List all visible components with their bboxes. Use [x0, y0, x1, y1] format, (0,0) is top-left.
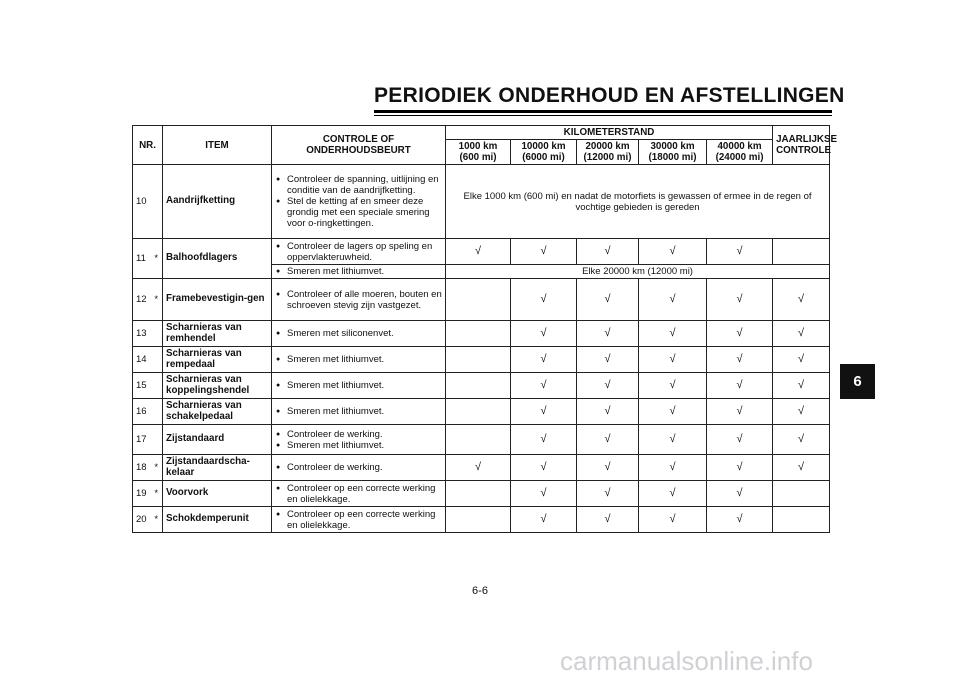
check-cell: √ [707, 425, 773, 455]
check-cell: √ [511, 481, 577, 507]
row-star [151, 347, 163, 373]
check-cell: √ [577, 279, 639, 321]
table-row [133, 165, 830, 239]
check-cell [773, 507, 830, 533]
row-actions [272, 279, 446, 321]
chapter-tab: 6 [840, 364, 875, 399]
check-cell: √ [577, 507, 639, 533]
check-cell: √ [707, 239, 773, 265]
header-km-col [446, 140, 511, 165]
table-row [133, 373, 830, 399]
row-star: * [151, 279, 163, 321]
table-row [133, 279, 830, 321]
watermark: carmanualsonline.info [560, 646, 813, 676]
check-cell: √ [639, 347, 707, 373]
check-cell: √ [511, 239, 577, 265]
action-item: ● Controleer de werking. [275, 462, 442, 473]
check-cell: √ [707, 507, 773, 533]
check-cell: √ [511, 425, 577, 455]
table-row [133, 347, 830, 373]
row-number: 13 [133, 321, 151, 347]
check-cell: √ [773, 373, 830, 399]
row-star: * [151, 455, 163, 481]
km-value: 20000 km [585, 141, 630, 152]
km-value: 10000 km [521, 141, 566, 152]
check-cell: √ [707, 373, 773, 399]
row-star [151, 321, 163, 347]
row-actions [272, 265, 446, 279]
header-km-col [707, 140, 773, 165]
km-value: 30000 km [650, 141, 695, 152]
check-cell: √ [707, 347, 773, 373]
check-cell: √ [773, 279, 830, 321]
row-item: Aandrijfketting [163, 165, 272, 239]
km-value: 1000 km [458, 141, 498, 152]
check-cell: √ [511, 399, 577, 425]
check-cell: √ [639, 481, 707, 507]
action-item: ● Controleer de werking. [275, 429, 442, 440]
row-star [151, 165, 163, 239]
check-cell: √ [577, 347, 639, 373]
title-underline [374, 110, 832, 113]
check-cell: √ [577, 239, 639, 265]
check-cell: √ [773, 399, 830, 425]
action-item: ● Controleer op een correcte werking en olielekkage. [275, 509, 442, 531]
row-actions [272, 507, 446, 533]
page-title: PERIODIEK ONDERHOUD EN AFSTELLINGEN [374, 84, 845, 107]
check-cell: √ [773, 321, 830, 347]
mi-value: (18000 mi) [648, 152, 697, 163]
row-number: 16 [133, 399, 151, 425]
row-item: Framebevestigin-gen [163, 279, 272, 321]
action-item: ● Controleer de lagers op speling en oppervlakteruwheid. [275, 241, 442, 263]
row-actions [272, 165, 446, 239]
interval-note: Elke 20000 km (12000 mi) [446, 265, 830, 279]
row-number: 11 [133, 239, 151, 279]
check-cell: √ [639, 373, 707, 399]
check-cell: √ [707, 481, 773, 507]
row-item: Scharnieras van rempedaal [163, 347, 272, 373]
check-cell: √ [639, 321, 707, 347]
table-row [133, 321, 830, 347]
check-cell: √ [577, 373, 639, 399]
row-item: Schokdemperunit [163, 507, 272, 533]
row-number: 14 [133, 347, 151, 373]
row-item: Zijstandaard [163, 425, 272, 455]
check-cell: √ [511, 455, 577, 481]
check-cell [446, 347, 511, 373]
check-cell: √ [707, 455, 773, 481]
header-row [133, 126, 830, 140]
row-number: 15 [133, 373, 151, 399]
check-cell: √ [773, 347, 830, 373]
header-item: ITEM [163, 126, 272, 165]
check-cell [446, 373, 511, 399]
check-cell [773, 481, 830, 507]
table-row [133, 507, 830, 533]
row-actions [272, 455, 446, 481]
row-star [151, 425, 163, 455]
check-cell: √ [511, 507, 577, 533]
check-cell: √ [639, 425, 707, 455]
check-cell [446, 399, 511, 425]
mi-value: (6000 mi) [522, 152, 565, 163]
row-actions [272, 239, 446, 265]
check-cell: √ [577, 455, 639, 481]
check-cell: √ [773, 425, 830, 455]
row-number: 10 [133, 165, 151, 239]
check-cell: √ [773, 455, 830, 481]
check-cell: √ [511, 279, 577, 321]
check-cell: √ [707, 399, 773, 425]
maintenance-table [132, 125, 838, 533]
check-cell: √ [446, 455, 511, 481]
table-row [133, 455, 830, 481]
check-cell [446, 507, 511, 533]
check-cell: √ [639, 455, 707, 481]
row-number: 19 [133, 481, 151, 507]
row-actions [272, 481, 446, 507]
check-cell: √ [577, 481, 639, 507]
row-actions [272, 347, 446, 373]
row-star [151, 399, 163, 425]
check-cell: √ [707, 321, 773, 347]
check-cell: √ [511, 321, 577, 347]
row-number: 20 [133, 507, 151, 533]
action-item: ● Controleer op een correcte werking en olielekkage. [275, 483, 442, 505]
row-actions [272, 425, 446, 455]
table-row [133, 399, 830, 425]
action-item: ● Smeren met lithiumvet. [275, 266, 442, 277]
km-value: 40000 km [717, 141, 762, 152]
check-cell [773, 239, 830, 265]
action-item: ● Controleer of alle moeren, bouten en schroeven stevig zijn vastgezet. [275, 289, 442, 311]
check-cell [446, 279, 511, 321]
row-actions [272, 321, 446, 347]
row-actions [272, 373, 446, 399]
row-item: Balhoofdlagers [163, 239, 272, 279]
check-cell: √ [577, 321, 639, 347]
action-item: ● Smeren met lithiumvet. [275, 380, 442, 391]
check-cell [446, 425, 511, 455]
header-km-col [639, 140, 707, 165]
table-row [133, 425, 830, 455]
row-star: * [151, 481, 163, 507]
check-cell: √ [639, 507, 707, 533]
mi-value: (24000 mi) [715, 152, 764, 163]
action-item: ● Smeren met siliconenvet. [275, 328, 442, 339]
check-cell [446, 481, 511, 507]
mi-value: (600 mi) [459, 152, 497, 163]
check-cell: √ [511, 347, 577, 373]
check-cell: √ [511, 373, 577, 399]
header-km-col [511, 140, 577, 165]
check-cell: √ [707, 279, 773, 321]
check-cell: √ [639, 399, 707, 425]
check-cell: √ [577, 425, 639, 455]
row-item: Scharnieras van remhendel [163, 321, 272, 347]
row-item: Zijstandaardscha-kelaar [163, 455, 272, 481]
check-cell: √ [639, 279, 707, 321]
row-actions [272, 399, 446, 425]
row-star [151, 373, 163, 399]
check-cell: √ [639, 239, 707, 265]
action-item: ● Stel de ketting af en smeer deze grondig met een speciale smering voor o-ringkettingen. [275, 196, 442, 229]
table-row [133, 481, 830, 507]
header-odometer: KILOMETERSTAND [446, 126, 773, 140]
row-item: Scharnieras van koppelingshendel [163, 373, 272, 399]
row-number: 17 [133, 425, 151, 455]
header-annual: JAARLIJKSE CONTROLE [773, 126, 830, 165]
header-km-col [577, 140, 639, 165]
action-item: ● Smeren met lithiumvet. [275, 440, 442, 451]
action-item: ● Smeren met lithiumvet. [275, 406, 442, 417]
mi-value: (12000 mi) [583, 152, 632, 163]
action-item: ● Controleer de spanning, uitlijning en conditie van de aandrijfketting. [275, 174, 442, 196]
check-cell: √ [446, 239, 511, 265]
row-number: 12 [133, 279, 151, 321]
row-star: * [151, 239, 163, 279]
header-nr: NR. [133, 126, 163, 165]
check-cell: √ [577, 399, 639, 425]
row-item: Scharnieras van schakelpedaal [163, 399, 272, 425]
header-action: CONTROLE OF ONDERHOUDSBEURT [272, 126, 446, 165]
interval-note: Elke 1000 km (600 mi) en nadat de motorfiets is gewassen of ermee in de regen of vochtige gebieden is gereden [446, 165, 830, 239]
title-underline-thin [374, 115, 832, 116]
table-row [133, 239, 830, 265]
page-number: 6-6 [472, 585, 488, 597]
action-item: ● Smeren met lithiumvet. [275, 354, 442, 365]
row-item: Voorvork [163, 481, 272, 507]
check-cell [446, 321, 511, 347]
row-star: * [151, 507, 163, 533]
row-number: 18 [133, 455, 151, 481]
